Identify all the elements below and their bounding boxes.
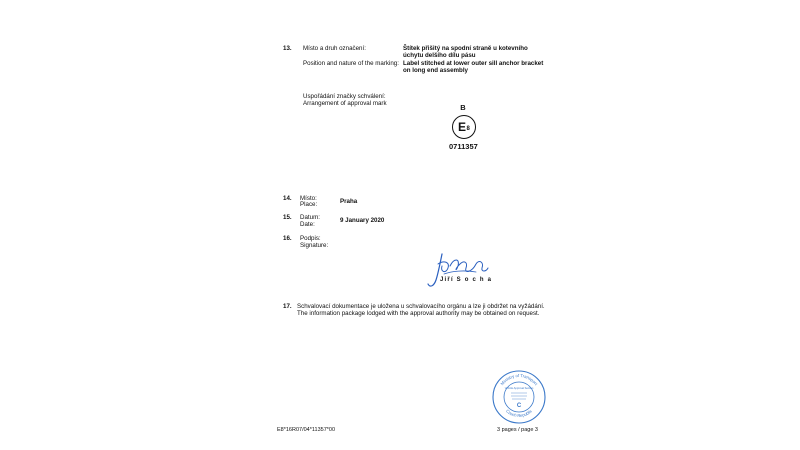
e-mark-letter: E (458, 120, 467, 134)
e-mark-number: 8 (466, 126, 470, 132)
item-15-number: 15. (283, 214, 292, 221)
signatory-name: Jiří S o c h a (440, 277, 493, 283)
item-13-number: 13. (283, 45, 292, 52)
item-16-number: 16. (283, 235, 292, 242)
item-15-label-cz: Datum: (300, 214, 320, 221)
date-value: 9 January 2020 (340, 217, 385, 224)
approval-number: 0711357 (449, 142, 478, 151)
stamp-ring-bottom-text: Czech Republic (505, 408, 533, 419)
item-15-label-en: Date: (300, 221, 315, 228)
item-13-value-cz-1: Štítek přišitý na spodní straně u kotevního (403, 45, 528, 52)
item-13-value-en-1: Label stitched at lower outer sill anchor bracket (403, 60, 544, 67)
svg-text:Czech Republic (505, 408, 533, 418)
stamp-ring-top-text: Ministry of Transport (499, 372, 539, 387)
item-14-label-cz: Místo: (300, 195, 317, 202)
item-16-label-en: Signature: (300, 242, 329, 249)
handwritten-signature (424, 250, 494, 298)
item-14-label-en: Place: (300, 201, 318, 208)
footer-page-number: 3 pages / page 3 (497, 427, 538, 433)
place-value: Praha (340, 198, 358, 205)
official-stamp (491, 369, 547, 425)
footer-reference: E8*16R07/04*11357*00 (277, 427, 336, 433)
stamp-middle-text: Vehicle Approval Section (504, 387, 534, 390)
item-13-value-cz-2: úchytu delšího dílu pásu (403, 52, 476, 59)
item-13-value-en-2: on long end assembly (403, 67, 468, 74)
item-13-label-cz: Místo a druh označení: (303, 45, 366, 52)
approval-class-letter: B (460, 103, 466, 112)
item-17-text-cz: Schvalovací dokumentace je uložena u schvalovacího orgánu a lze ji obdržet na vyžádání. (297, 303, 545, 310)
item-17-text-en: The information package lodged with the approval authority may be obtained on request. (297, 310, 540, 317)
e-mark-circle (452, 115, 476, 139)
item-17-number: 17. (283, 303, 292, 310)
item-13-label-en: Position and nature of the marking: (303, 60, 399, 67)
approval-mark-label-en: Arrangement of approval mark (303, 100, 387, 107)
stamp-letter: C (516, 403, 522, 409)
item-16-label-cz: Podpis: (300, 235, 321, 242)
item-14-number: 14. (283, 195, 292, 202)
approval-mark-label-cz: Uspořádání značky schválení: (303, 93, 386, 100)
